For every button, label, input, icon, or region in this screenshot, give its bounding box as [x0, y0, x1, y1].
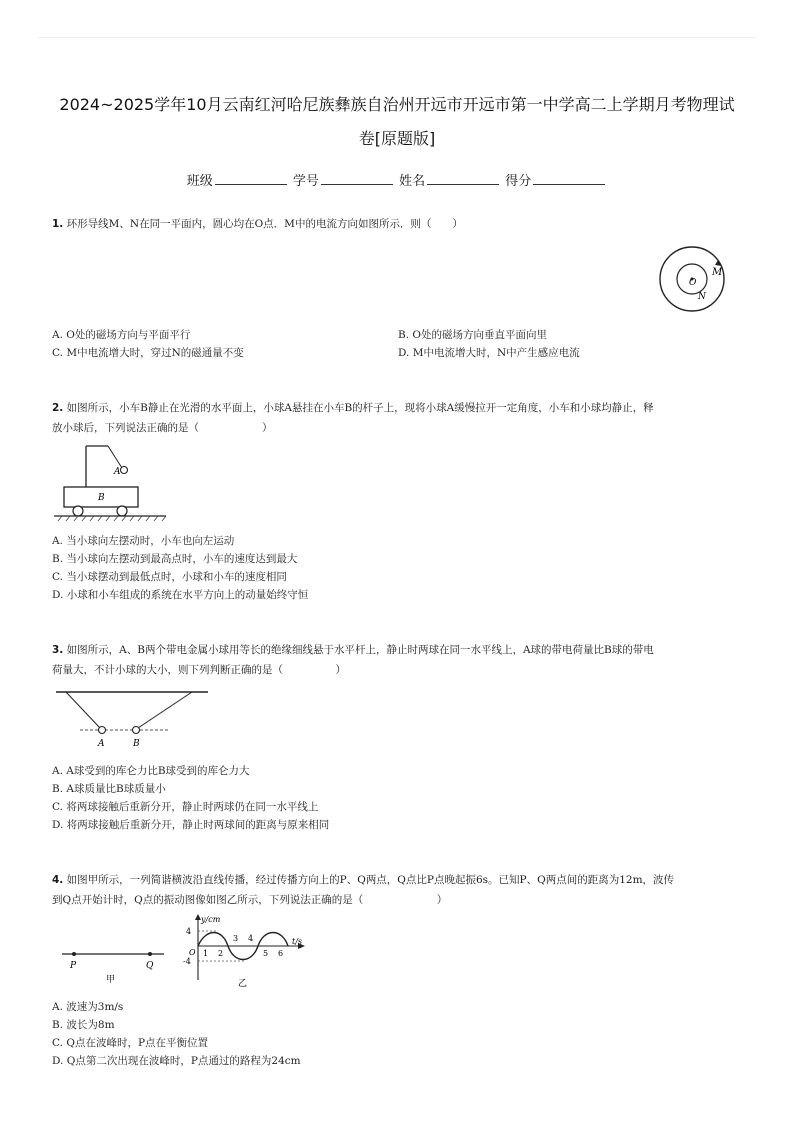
- question-1-option-d[interactable]: D. M中电流增大时，N中产生感应电流: [398, 347, 580, 359]
- point-q: [148, 952, 152, 956]
- y-axis-label: y/cm: [201, 915, 221, 924]
- cart-wheel-right: [117, 506, 127, 516]
- question-2-option-c[interactable]: C. 当小球摆动到最低点时，小球和小车的速度相同: [52, 571, 287, 583]
- field-name-blank[interactable]: [427, 173, 499, 185]
- cart-wheel-left: [73, 506, 83, 516]
- question-4-figure-yi: [180, 910, 310, 990]
- label-q: Q: [146, 961, 154, 971]
- label-ball-a: A: [98, 739, 105, 749]
- pendulum-string: [108, 446, 122, 468]
- question-4-option-a[interactable]: A. 波速为3m/s: [52, 1001, 124, 1013]
- question-4-option-b[interactable]: B. 波长为8m: [52, 1019, 115, 1031]
- y-tick-minus-4: -4: [183, 957, 191, 966]
- x-tick-3: 3: [233, 934, 239, 943]
- field-class-blank[interactable]: [215, 173, 287, 185]
- field-id-label: 学号: [292, 174, 319, 189]
- question-2-option-d[interactable]: D. 小球和小车组成的系统在水平方向上的动量始终守恒: [52, 589, 309, 601]
- label-cart-b: B: [98, 493, 105, 503]
- student-info-fields: [0, 170, 794, 189]
- question-1-option-c[interactable]: C. M中电流增大时，穿过N的磁通量不变: [52, 347, 244, 359]
- question-4-text-line-1: 如图甲所示，一列简谐横波沿直线传播，经过传播方向上的P、Q两点，Q点比P点晚起振6s。已知P、Q两点间的距离为12m，波传: [66, 874, 675, 886]
- field-score-label: 得分: [505, 174, 532, 189]
- question-1-text: 环形导线M、N在同一平面内，圆心均在O点．M中的电流方向如图所示．则（ ）: [66, 218, 463, 230]
- top-divider: [38, 37, 756, 38]
- field-id-blank[interactable]: [321, 173, 393, 185]
- question-4-figure-jia: [58, 912, 168, 986]
- thread-a: [66, 692, 100, 728]
- question-2-figure: [52, 440, 172, 522]
- label-n: N: [698, 292, 706, 302]
- question-2-number: 2.: [52, 402, 64, 414]
- label-p: P: [70, 961, 77, 971]
- question-3-number: 3.: [52, 644, 64, 656]
- question-3-text-line-2: 荷量大，不计小球的大小，则下列判断正确的是（ ）: [52, 664, 346, 676]
- title-line-1: 2024~2025学年10月云南红河哈尼族彝族自治州开远市开远市第一中学高二上学期月考物理试: [59, 95, 735, 114]
- question-2-option-b[interactable]: B. 当小球向左摆动到最高点时，小车的速度达到最大: [52, 553, 298, 565]
- field-name-label: 姓名: [399, 174, 426, 189]
- page-title: [40, 88, 754, 156]
- ball-a: [121, 467, 128, 474]
- label-m: M: [712, 267, 723, 278]
- question-3-option-b[interactable]: B. A球质量比B球质量小: [52, 783, 166, 795]
- ground-hatching: [58, 516, 166, 521]
- question-4-stem: [52, 870, 742, 910]
- question-3-option-c[interactable]: C. 将两球接触后重新分开，静止时两球仍在同一水平线上: [52, 801, 319, 813]
- question-1-option-a[interactable]: A. O处的磁场方向与平面平行: [52, 329, 191, 341]
- origin-label: O: [189, 948, 196, 957]
- question-4-number: 4.: [52, 874, 64, 886]
- question-1-number: 1.: [52, 218, 64, 230]
- ball-b: [133, 727, 140, 734]
- field-score-blank[interactable]: [533, 173, 605, 185]
- title-line-2: 卷[原题版]: [358, 129, 436, 148]
- x-tick-5: 5: [263, 949, 269, 958]
- question-2-text-line-2: 放小球后，下列说法正确的是（ ）: [52, 422, 273, 434]
- label-ball-a: A: [114, 467, 121, 477]
- label-o: O: [689, 278, 697, 288]
- question-4-text-line-2: 到Q点开始计时，Q点的振动图像如图乙所示，下列说法正确的是（ ）: [52, 894, 448, 906]
- x-tick-2: 2: [218, 949, 224, 958]
- current-arrow-icon: [715, 260, 722, 266]
- thread-b: [138, 692, 192, 728]
- label-ball-b: B: [133, 739, 140, 749]
- question-1-stem: [52, 214, 742, 234]
- question-2-text-line-1: 如图所示，小车B静止在光滑的水平面上，小球A悬挂在小车B的杆子上，现将小球A缓慢拉开一定角度，小车和小球均静止，释: [66, 402, 654, 414]
- question-4-option-c[interactable]: C. Q点在波峰时，P点在平衡位置: [52, 1037, 209, 1049]
- question-2-option-a[interactable]: A. 当小球向左摆动时，小车也向左运动: [52, 535, 235, 547]
- question-3-figure: [52, 686, 212, 750]
- x-tick-1: 1: [203, 949, 209, 958]
- x-tick-4: 4: [248, 934, 254, 943]
- question-3-stem: [52, 640, 742, 680]
- y-tick-4: 4: [186, 927, 192, 936]
- question-3-option-d[interactable]: D. 将两球接触后重新分开，静止时两球间的距离与原来相同: [52, 819, 330, 831]
- question-2-stem: [52, 398, 742, 438]
- question-1-figure: [652, 244, 734, 314]
- x-axis-label: t/s: [292, 937, 303, 946]
- question-4-option-d[interactable]: D. Q点第二次出现在波峰时，P点通过的路程为24cm: [52, 1055, 301, 1067]
- x-tick-6: 6: [278, 949, 284, 958]
- question-3-option-a[interactable]: A. A球受到的库仑力比B球受到的库仑力大: [52, 765, 250, 777]
- field-class-label: 班级: [186, 174, 213, 189]
- label-yi: 乙: [238, 979, 248, 989]
- question-3-text-line-1: 如图所示，A、B两个带电金属小球用等长的绝缘细线悬于水平杆上，静止时两球在同一水平线上，A球的带电荷量比B球的带电: [66, 644, 654, 656]
- question-1-option-b[interactable]: B. O处的磁场方向垂直平面向里: [398, 329, 547, 341]
- point-p: [72, 952, 76, 956]
- label-jia: 甲: [106, 975, 116, 985]
- ball-a: [99, 727, 106, 734]
